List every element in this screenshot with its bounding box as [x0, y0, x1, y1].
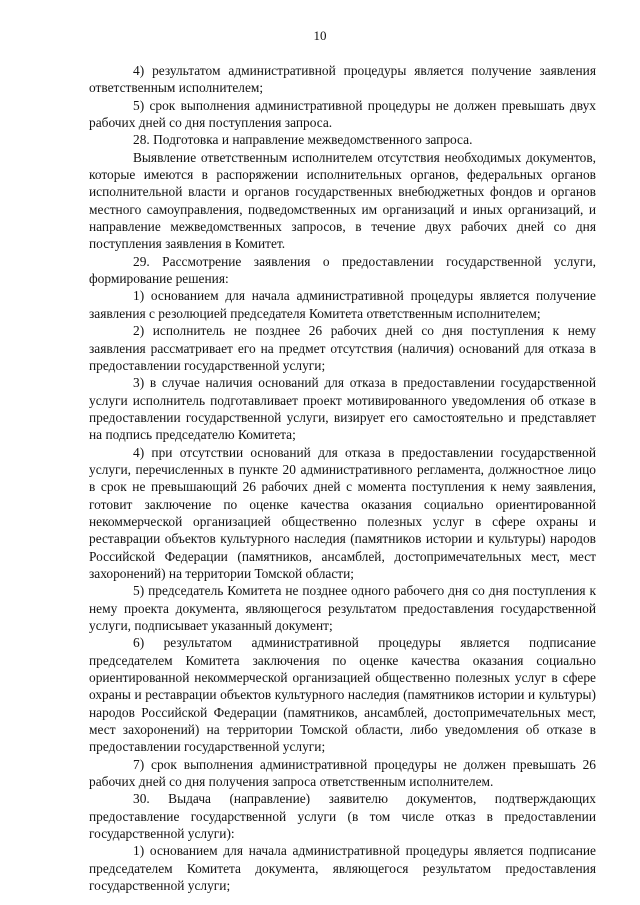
paragraph-section-30-heading: 30. Выдача (направление) заявителю документов, подтверждающих предоставление государственной услуги (в том числе отказ в предоставлении государственной услуги): [89, 791, 596, 842]
paragraph-section-28-heading: 28. Подготовка и направление межведомственного запроса. [133, 132, 473, 148]
paragraph-29-item-4: 4) при отсутствии оснований для отказа в предоставлении государственной услуги, перечисленных в пункте 20 административного регламента, должностное лицо в срок не превышающий 26 рабочих дней с момента поступления к нему заявления, готовит заключение по оценке качества оказания социально ориентированной некоммерческой организацией общественно полезных услуг в сфере охраны и реставрации объектов культурного наследия (памятников истории и культуры) народов Российской Федерации (памятников, ансамблей, достопримечательных мест, мест захоронений) на территории Томской области; [89, 444, 596, 581]
paragraph-item-5-deadline: 5) срок выполнения административной процедуры не должен превышать двух рабочих дней со дня поступления запроса. [89, 97, 596, 131]
paragraph-29-item-5: 5) председатель Комитета не позднее одного рабочего дня со дня поступления к нему проекта документа, являющегося результатом предоставления государственной услуги, подписывает указанный документ; [89, 583, 596, 633]
page-number: 10 [313, 28, 327, 43]
paragraph-29-item-1: 1) основанием для начала административной процедуры является получение заявления с резолюцией председателя Комитета ответственным исполнителем; [89, 288, 596, 321]
paragraph-section-29-heading: 29. Рассмотрение заявления о предоставлении государственной услуги, формирование решения: [89, 253, 596, 287]
paragraph-section-28-body: Выявление ответственным исполнителем отсутствия необходимых документов, которые имеются в распоряжении исполнительных органов, федеральных органов исполнительной власти и органов государственных внебюджетных фондов и органов местного самоуправления, подведомственных им организаций и иных организаций, и направление межведомственных запросов, в течение двух рабочих дней со дня поступления заявления в Комитет. [89, 149, 596, 252]
paragraph-29-item-2: 2) исполнитель не позднее 26 рабочих дней со дня поступления к нему заявления рассматривает его на предмет отсутствия (наличия) оснований для отказа в предоставлении государственной услуги; [89, 323, 596, 373]
paragraph-29-item-7: 7) срок выполнения административной процедуры не должен превышать 26 рабочих дней со дня получения запроса ответственным исполнителем. [89, 756, 596, 790]
paragraph-item-4-result: 4) результатом административной процедуры является получение заявления ответственным исполнителем; [89, 63, 596, 96]
paragraph-30-item-1: 1) основанием для начала административной процедуры является подписание председателем Комитета документа, являющегося результатом предоставления государственной услуги; [89, 843, 596, 894]
paragraph-29-item-6: 6) результатом административной процедуры является подписание председателем Комитета заключения по оценке качества оказания социально ориентированной некоммерческой организацией общественно полезных услуг в сфере охраны и реставрации объектов культурного наследия (памятников истории и культуры) народов Российской Федерации (памятников, ансамблей, достопримечательных мест, мест захоронений) на территории Томской области, либо уведомления об отказе в предоставлении государственной услуги; [89, 635, 596, 755]
paragraph-29-item-3: 3) в случае наличия оснований для отказа в предоставлении государственной услуги исполнитель подготавливает проект мотивированного уведомления об отказе в предоставлении государственной услуги, визирует его самостоятельно и представляет на подпись председателю Комитета; [89, 375, 596, 443]
document-body [89, 62, 596, 895]
